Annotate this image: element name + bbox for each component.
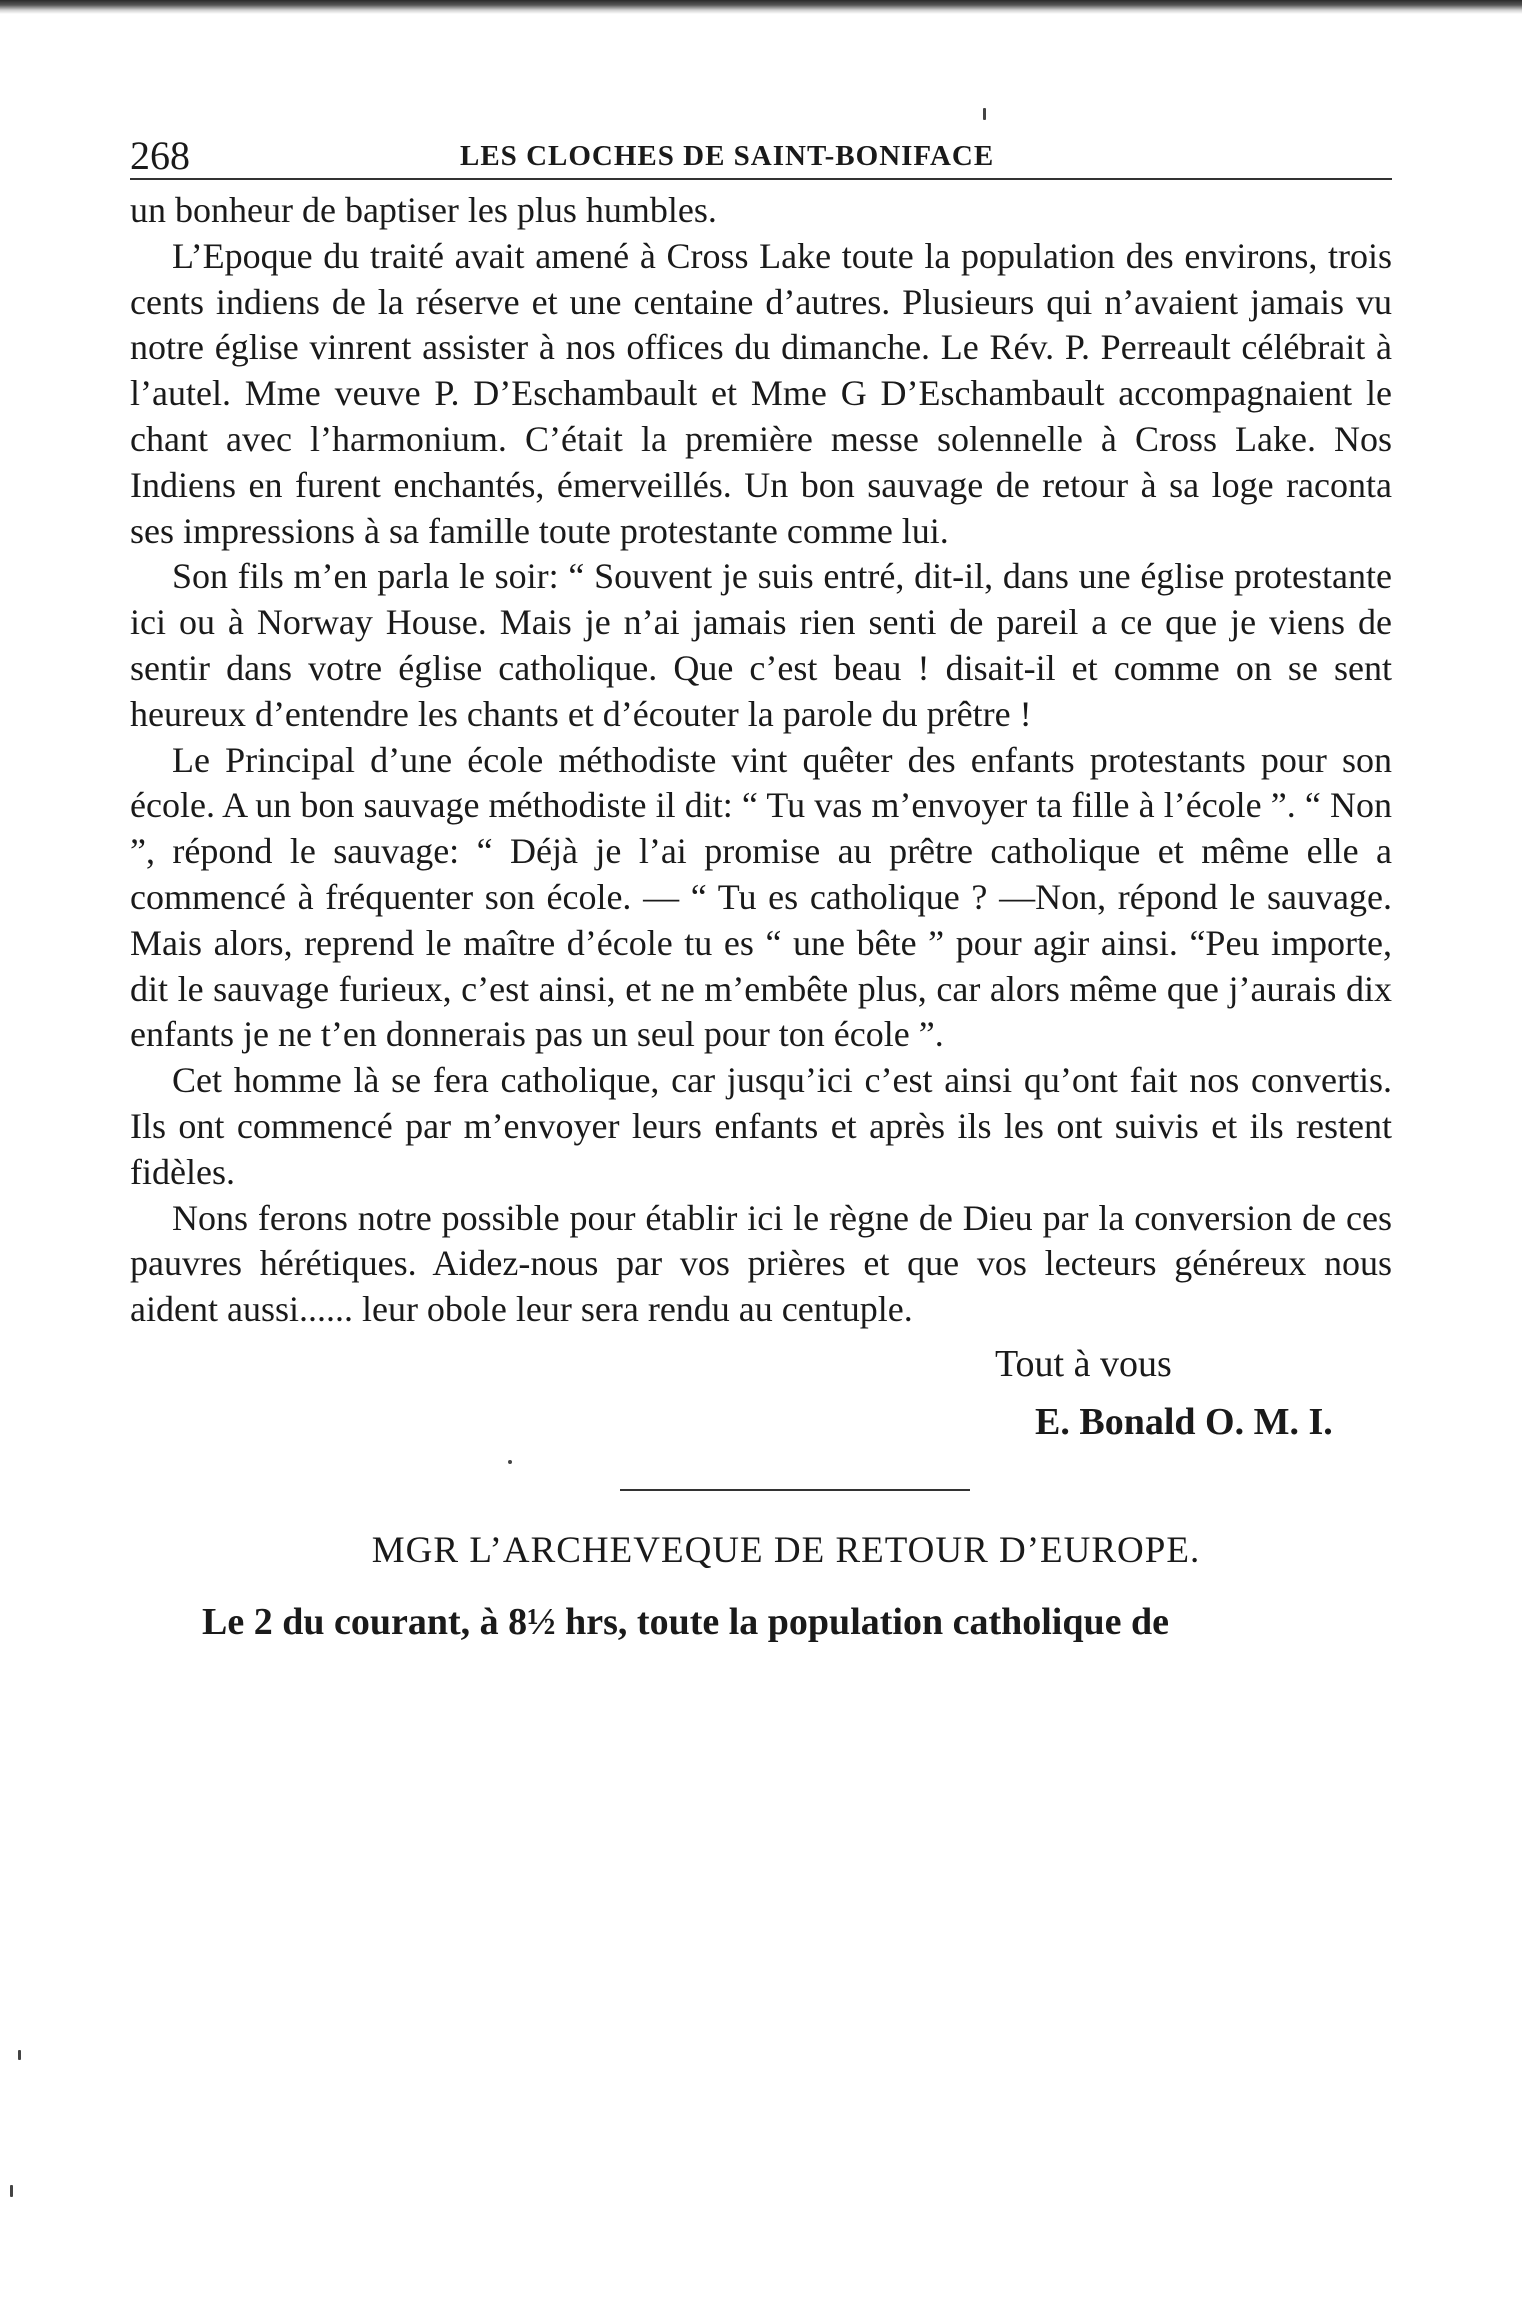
section-heading: MGR L’ARCHEVEQUE DE RETOUR D’EUROPE.: [371, 1529, 1201, 1571]
running-header: [130, 118, 1392, 180]
scan-speck: [18, 2050, 21, 2060]
scan-speck: [10, 2185, 13, 2197]
article-body: [130, 188, 1392, 1333]
scan-speck: [508, 1460, 512, 1464]
paragraph-appeal: Nons ferons notre possible pour établir ici le règne de Dieu par la conversion de ces pauvres hérétiques. Aidez-nous par vos prières et que vos lecteurs généreux nous aident aussi...... leur obole leur sera rendu au centuple.: [130, 1197, 1392, 1330]
running-title: LES CLOCHES DE SAINT-BONIFACE: [460, 140, 995, 172]
signature: E. Bonald O. M. I.: [1035, 1400, 1333, 1443]
paragraph-treaty-time: L’Epoque du traité avait amené à Cross Lake toute la population des environs, trois cents indiens de la réserve et une centaine d’autres. Plusieurs qui n’avaient jamais vu notre église vinrent assister à nos offices du dimanche. Le Rév. P. Perreault célébrait à l’autel. Mme veuve P. D’Eschambault et Mme G D’Eschambault accompagnaient le chant avec l’harmonium. C’était la première messe solennelle à Cross Lake. Nos Indiens en furent enchantés, émerveillés. Un bon sauvage de retour à sa loge raconta ses impressions à sa famille toute protestante comme lui.: [130, 235, 1392, 551]
scan-speck: [983, 108, 986, 120]
paragraph-conversion: Cet homme là se fera catholique, car jusqu’ici c’est ainsi qu’ont fait nos convertis. Ils ont commencé par m’envoyer leurs enfants et après ils les ont suivis et ils restent fidèles.: [130, 1060, 1392, 1192]
paragraph-methodist-principal: Le Principal d’une école méthodiste vint quêter des enfants protestants pour son école. A un bon sauvage méthodiste il dit: “ Tu vas m’envoyer ta fille à l’école ”. “ Non ”, répond le sauvage: “ Déjà je l’ai promise au prêtre catholique et même elle a commencé à fréquenter son école. — “ Tu es catholique ? —Non, répond le sauvage. Mais alors, reprend le maître d’école tu es “ une bête ” pour agir ainsi. “Peu importe, dit le sauvage furieux, c’est ainsi, et ne m’embête plus, car alors même que j’aurais dix enfants je ne t’en donnerais pas un seul pour ton école ”.: [130, 739, 1392, 1055]
paragraph-continuation: un bonheur de baptiser les plus humbles.: [130, 190, 717, 230]
section-first-line: Le 2 du courant, à 8½ hrs, toute la population catholique de: [202, 1600, 1169, 1643]
document-page: [130, 118, 1410, 1644]
closing-line: Tout à vous: [995, 1342, 1172, 1385]
page-number: 268: [130, 133, 190, 178]
section-divider: [620, 1489, 970, 1491]
paragraph-son-testimony: Son fils m’en parla le soir: “ Souvent je suis entré, dit-il, dans une église protestante ici ou à Norway House. Mais je n’ai jamais rien senti de pareil a ce que je viens de sentir dans votre église catholique. Que c’est beau ! disait-il et comme on se sent heureux d’entendre les chants et d’écouter la parole du prêtre !: [130, 556, 1392, 734]
letter-signoff: [130, 1339, 1392, 1449]
page-top-edge: [0, 0, 1522, 14]
